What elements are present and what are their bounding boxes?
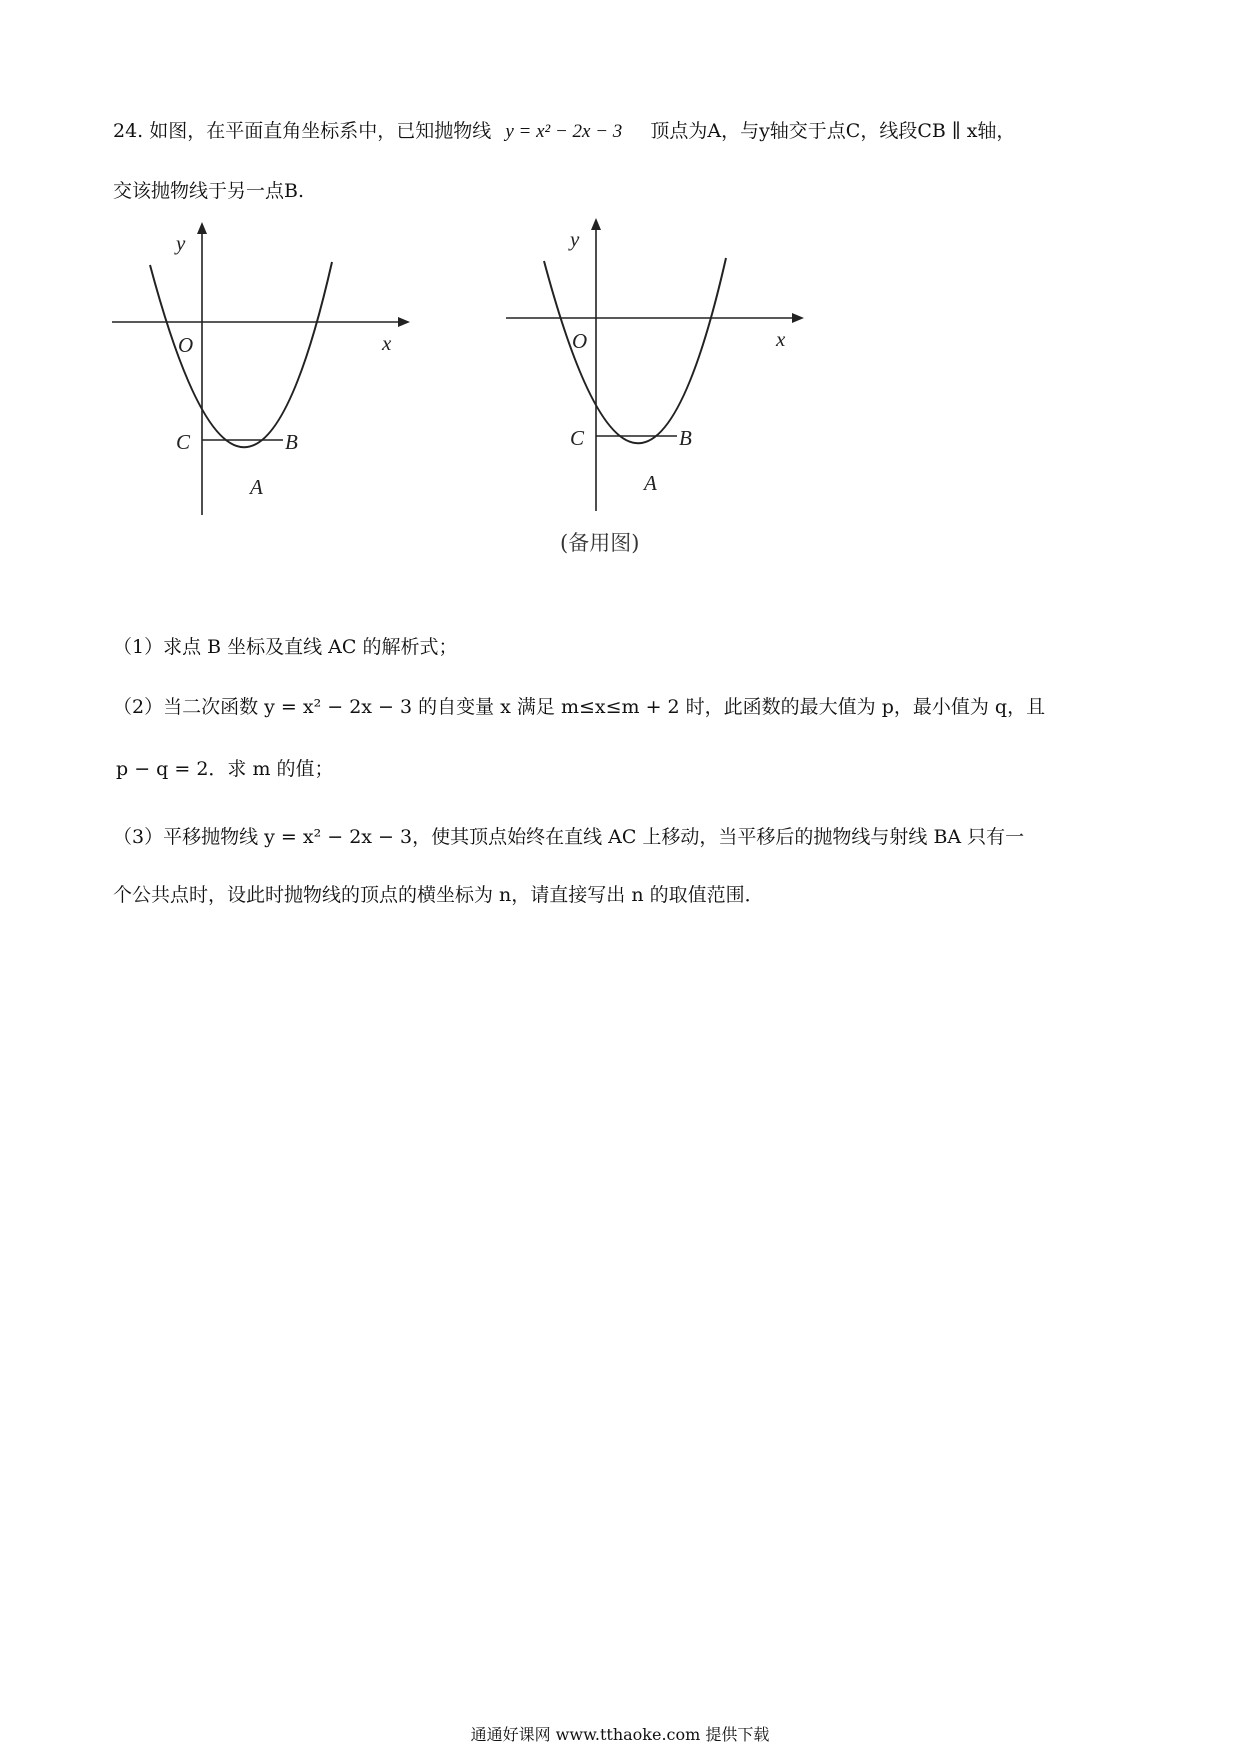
- label-c: C: [176, 430, 191, 454]
- label-x: x: [382, 331, 392, 355]
- question-2-line-2: p − q = 2．求 m 的值；: [116, 758, 334, 780]
- problem-line-1: [113, 116, 1015, 143]
- problem-intro-a: 如图，在平面直角坐标系中，已知抛物线: [149, 120, 492, 142]
- question-2-line-1: （2）当二次函数 y = x² − 2x − 3 的自变量 x 满足 m≤x≤m + 2 时，此函数的最大值为 p，最小值为 q，且: [113, 696, 1046, 718]
- question-1: （1）求点 B 坐标及直线 AC 的解析式；: [113, 636, 458, 658]
- problem-number: 24.: [113, 120, 144, 142]
- y-axis-arrow-icon: [197, 222, 207, 234]
- question-3-line-2: 个公共点时，设此时抛物线的顶点的横坐标为 n，请直接写出 n 的取值范围．: [113, 884, 764, 906]
- x-axis-arrow-icon: [792, 313, 804, 323]
- label-o: O: [178, 333, 194, 357]
- figure-main: [100, 220, 420, 520]
- label-o: O: [572, 329, 588, 353]
- label-a: A: [644, 471, 657, 495]
- x-axis-arrow-icon: [398, 317, 410, 327]
- label-y: y: [570, 227, 580, 251]
- label-a: A: [250, 475, 263, 499]
- problem-intro-b: 顶点为A，与y轴交于点C，线段CB ∥ x轴，: [650, 120, 1016, 142]
- question-3-line-1: （3）平移抛物线 y = x² − 2x − 3，使其顶点始终在直线 AC 上移动，当平移后的抛物线与射线 BA 只有一: [113, 826, 1025, 848]
- label-c: C: [570, 426, 585, 450]
- label-b: B: [285, 430, 298, 454]
- label-y: y: [176, 231, 186, 255]
- label-x: x: [776, 327, 786, 351]
- problem-equation: y = x² − 2x − 3: [505, 121, 623, 142]
- figure-backup: [494, 216, 814, 516]
- problem-line-2: [113, 176, 304, 203]
- figure-caption: (备用图): [560, 531, 640, 555]
- footer-source: 通通好课网 www.tthaoke.com 提供下载: [470, 1725, 770, 1744]
- label-b: B: [679, 426, 692, 450]
- y-axis-arrow-icon: [591, 218, 601, 230]
- problem-intro-c: 交该抛物线于另一点B.: [113, 180, 305, 202]
